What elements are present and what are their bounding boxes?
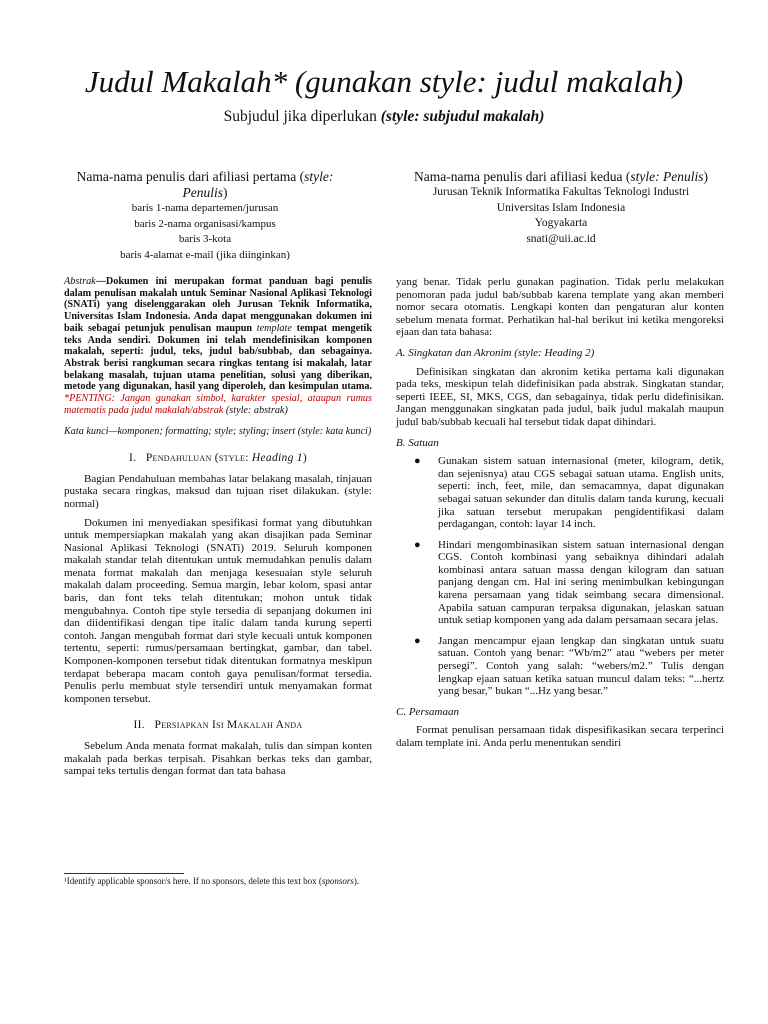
subtitle-text: Subjudul jika diperlukan [223, 108, 377, 125]
author-1-close: ) [223, 185, 228, 200]
footnote-close: ). [353, 876, 360, 886]
subtitle-style-note: (style: subjudul makalah) [380, 108, 545, 125]
list-item [396, 539, 724, 627]
author-block-2 [394, 169, 728, 247]
subsection-c-heading: C. Persamaan [396, 705, 459, 718]
subsection-c-paragraph: Format penulisan persamaan tidak dispesifikasikan secara terperinci dalam template ini. Anda perlu menentukan sendiri [396, 724, 724, 749]
subsection-b-heading: B. Satuan [396, 436, 439, 449]
section-1-style-note: (style: [214, 452, 249, 465]
subsection-a-heading: A. Singkatan dan Akronim (style: Heading 2) [396, 346, 595, 359]
left-column [64, 276, 372, 784]
author-1-name [60, 169, 350, 201]
section-2-number: II. [133, 719, 145, 732]
list-item [396, 635, 724, 698]
author-block-1 [60, 169, 350, 263]
bullet-dot-icon: ● [414, 538, 421, 551]
author-1-line: baris 1-nama departemen/jurusan [131, 202, 279, 214]
author-1-line: baris 4-alamat e-mail (jika diinginkan) [120, 248, 290, 261]
author-2-style: style: Penulis [630, 169, 704, 184]
section-heading-1 [64, 452, 372, 465]
author-2-email: snati@uii.ac.id [526, 232, 596, 245]
author-1-affiliation [60, 201, 350, 263]
author-1-line: baris 3-kota [178, 233, 232, 245]
abstract-warning: *PENTING: Jangan gunakan simbol, karakter spesial, ataupun rumus matematis pada judul makalah/abstrak [64, 393, 372, 416]
author-2-close: ) [703, 169, 708, 184]
author-2-line: Jurusan Teknik Informatika Fakultas Teknologi Industri [432, 186, 690, 198]
abstract [64, 276, 372, 416]
footnote-em: sponsors [321, 876, 354, 886]
author-1-line: baris 2-nama organisasi/kampus [134, 217, 276, 230]
abstract-text-2: tempat mengetik teks Anda sendiri. Dokumen ini telah mendefinisikan komponen makalah, seperti: judul, teks, judul bab/subbab, dan sebagainya. Abstrak berisi rangkuman secara ringkas tentang isi makalah, latar belakang masalah, tujuan utama penelitian, solusi yang diberikan, metode yang digunakan, hasil yang diperoleh, dan kesimpulan utama. [64, 322, 372, 393]
author-2-affiliation [394, 185, 728, 247]
section-1-paragraph-1: Bagian Pendahuluan membahas latar belakang masalah, tinjauan pustaka secara ringkas, maksud dan tujuan riset dilakukan. (style: normal) [64, 472, 372, 510]
section-1-style-close: ) [302, 452, 307, 465]
list-item-text: Hindari mengombinasikan sistem satuan internasional dengan CGS. Contoh kombinasi yang sebaiknya dihindari adalah kombinasi antara satuan massa dengan kilogram dan satuan panjang dengan cm. Hal ini sering menimbulkan kebingungan karena persamaan yang tidak seimbang secara dimensional. Apabila satuan campuran terpaksa digunakan, jelaskan satuan untuk setiap komponen yang ada dalam persamaan secara jelas. [438, 538, 724, 627]
section-1-number: I. [128, 452, 137, 465]
abstract-template-word: template [256, 322, 292, 334]
author-2-line: Yogyakarta [534, 217, 588, 229]
list-item-text: Gunakan sistem satuan internasional (meter, kilogram, detik, dan sejenisnya) atau CGS sebagai satuan utama. English units, seperti: inch, feet, mile, dan semacamnya, dapat digunakan sebagai satuan sekunder dan ditulis dalam tanda kurung, kecuali jika satuan tersebut merupakan pengidentifikasi dalam perdagangan, contoh: layar 14 inch. [438, 455, 724, 531]
bullet-dot-icon: ● [414, 455, 421, 468]
footnote [64, 876, 359, 887]
author-2-name-text: Nama-nama penulis dari afiliasi kedua ( [414, 169, 631, 184]
author-2-line: Universitas Islam Indonesia [496, 201, 626, 214]
section-2-title: Persiapkan Isi Makalah Anda [154, 719, 303, 732]
right-column [396, 276, 724, 756]
abstract-style-note: (style: abstrak) [223, 404, 288, 416]
author-1-style: style: [304, 169, 334, 184]
abstract-text-1: Dokumen ini merupakan format panduan bagi penulis dalam penulisan makalah untuk Seminar Nasional Aplikasi Teknologi (SNATi) yang diselenggarakan oleh Jurusan Teknik Informatika, Universitas Islam Indonesia. Anda dapat menggunakan dokumen ini baik sebagai petunjuk penulisan maupun [64, 276, 372, 334]
section-1-paragraph-2: Dokumen ini menyediakan spesifikasi format yang dibutuhkan untuk mempersiapkan makalah yang akan disajikan pada Seminar Nasional Aplikasi Teknologi (SNATi) 2019. Seluruh komponen makalah standar telah ditentukan untuk memudahkan penulis dalam menata format makalah dan menjaga kesesuaian style seluruh makalah dalam proceeding. Semua margin, lebar kolom, spasi antar baris, dan font teks telah ditentukan; mohon untuk tidak mengubahnya. Contoh tipe style tersedia di sepanjang dokumen ini dan diidentifikasi dengan tipe italic dalam tanda kurung seperti contoh. Jangan mengubah format dari style kecuali untuk komponen tertentu, seperti: rumus/persamaan bertingkat, gambar, dan tabel. Komponen-komponen tersebut tidak ditentukan formatnya meskipun terdapat beberapa macam contoh gaya penulisan/format tersedia. Penulis perlu membuat style tersendiri untuk menyamakan format komponen tersebut. [64, 516, 372, 705]
list-item-text: Jangan mencampur ejaan lengkap dan singkatan untuk suatu satuan. Contoh yang benar: “Wb/m2” atau “webers per meter persegi”. Contoh yang salah: “webers/m2.” Tulis dengan lengkap ejaan satuan ketika satuan muncul dalam teks: “...hertz yang besar,” bukan “...Hz yang besar.” [438, 634, 724, 698]
paper-subtitle [40, 108, 728, 126]
right-paragraph-0: yang benar. Tidak perlu gunakan pagination. Tidak perlu melakukan penomoran pada judul bab/subbab karena template yang akan memberi nomor secara otomatis. Lengkapi konten dan pengaturan alur konten sebelum menata format. Perhatikan hal-hal berikut ini ketika mengoreksi ejaan dan tata bahasa: [396, 276, 724, 339]
list-item [396, 455, 724, 531]
section-2-paragraph-1: Sebelum Anda menata format makalah, tulis dan simpan konten makalah pada berkas terpisah. Pisahkan berkas teks dan gambar, sampai teks tertulis dengan format dan tata bahasa [64, 740, 372, 778]
paper-title: Judul Makalah* (gunakan style: judul makalah) [84, 64, 684, 99]
bullet-dot-icon: ● [414, 634, 421, 647]
author-1-name-text: Nama-nama penulis dari afiliasi pertama ( [76, 169, 305, 184]
keywords: Kata kunci—komponen; formatting; style; styling; insert (style: kata kunci) [64, 426, 372, 438]
section-1-style-name: Heading 1 [251, 452, 303, 465]
footnote-divider [64, 873, 184, 874]
author-1-style-2: Penulis [182, 185, 223, 200]
units-bullet-list [396, 455, 724, 698]
subsection-a-paragraph: Definisikan singkatan dan akronim ketika pertama kali digunakan pada teks, meskipun telah didefinisikan pada abstrak. Singkatan standar, seperti IEEE, SI, MKS, CGS, dan sebagainya, tidak perlu didefinisikan. Jangan menggunakan singkatan pada judul, baik judul makalah maupun judul bab/subbab kecuali hal tersebut tidak dapat dihindari. [396, 365, 724, 428]
section-heading-2 [64, 719, 372, 732]
abstract-lead: Abstrak [64, 276, 96, 287]
footnote-text: ¹Identify applicable sponsor/s here. If no sponsors, delete this text box ( [64, 876, 322, 886]
abstract-dash: — [95, 276, 106, 287]
author-2-name [394, 169, 728, 185]
section-1-title: Pendahuluan [145, 452, 212, 465]
